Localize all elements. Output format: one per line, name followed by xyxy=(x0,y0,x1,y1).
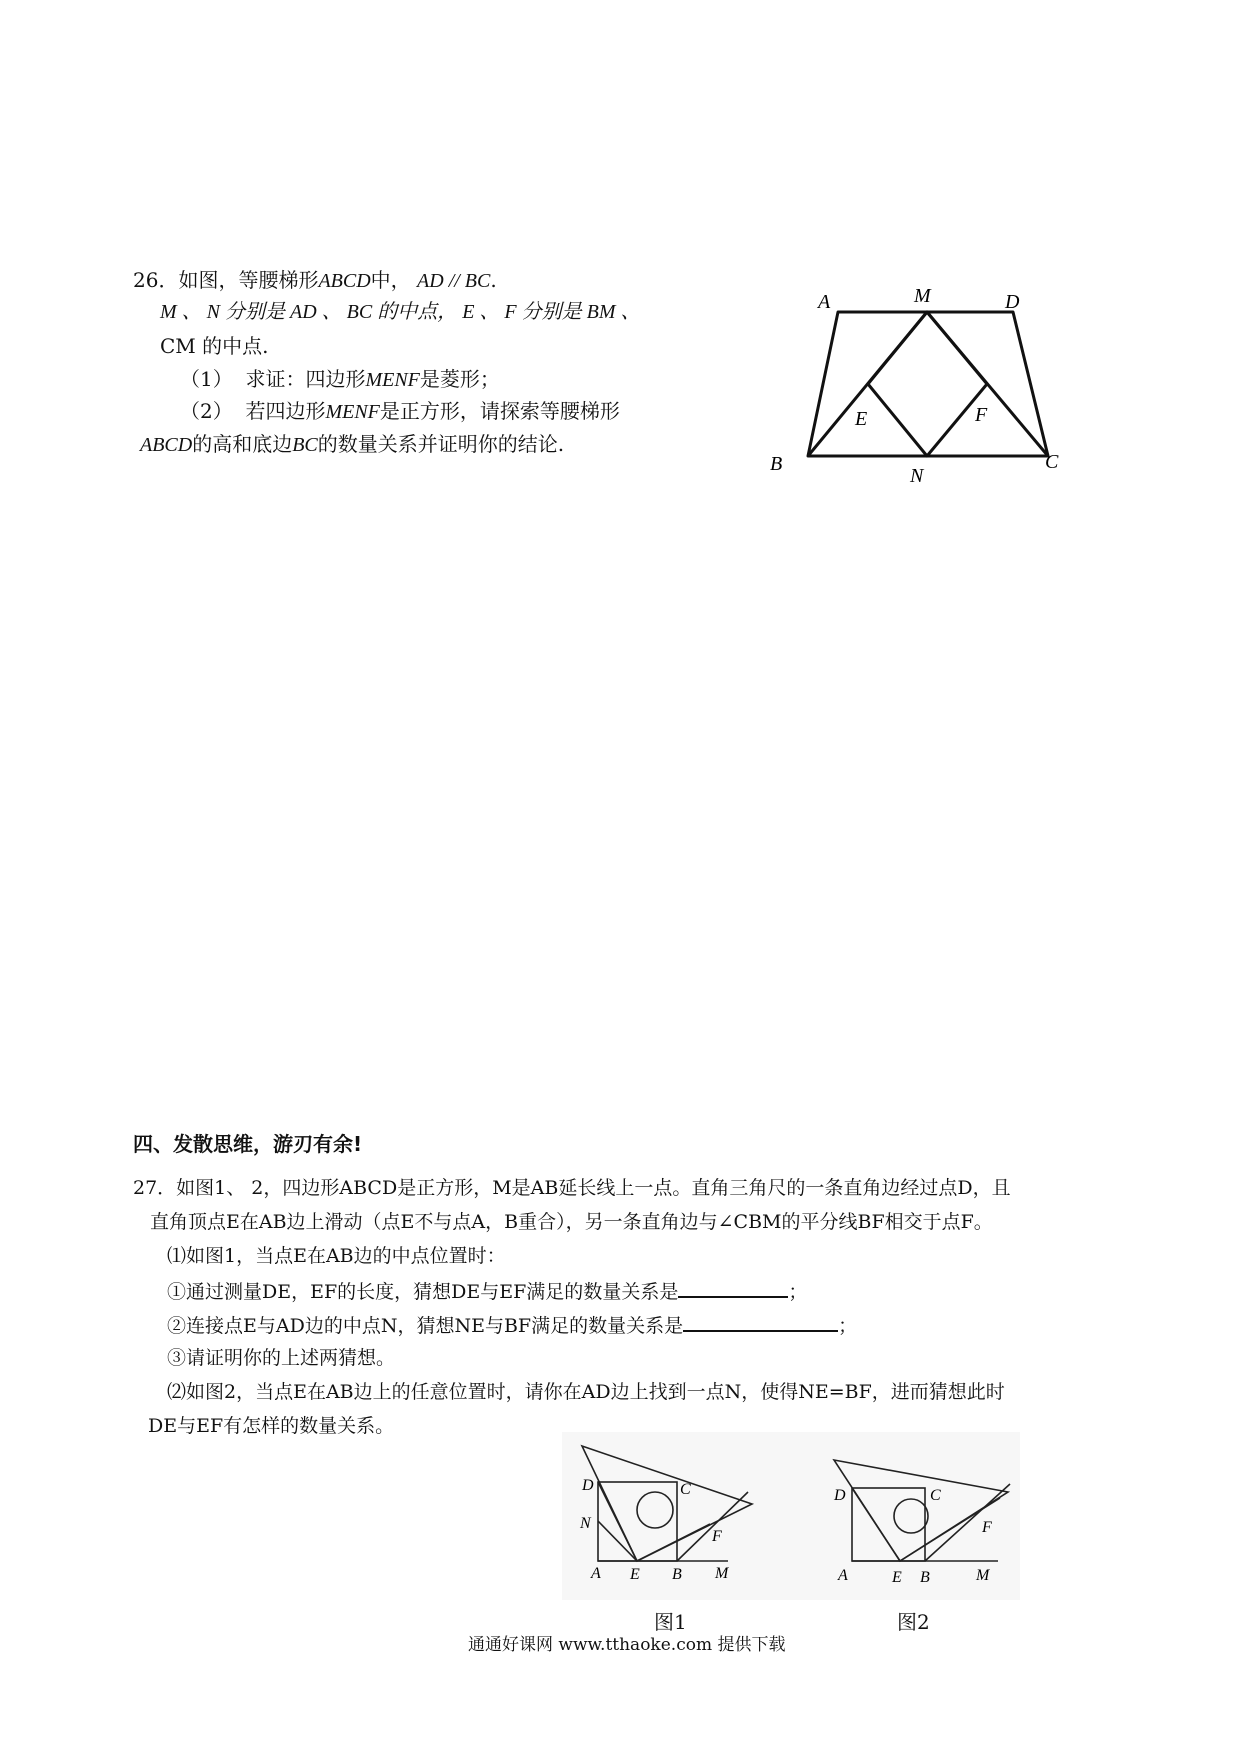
fig1-label-e: E xyxy=(630,1566,640,1583)
label-m: M xyxy=(914,285,931,307)
section-heading: 四、发散思维，游刃有余! xyxy=(133,1132,363,1156)
fig2-label-f: F xyxy=(982,1519,992,1536)
fig2-label-d: D xyxy=(834,1487,846,1504)
fig1-caption: 图1 xyxy=(654,1610,687,1634)
trapezoid-abcd xyxy=(808,312,1048,456)
fig2-caption: 图2 xyxy=(897,1610,930,1634)
fig1-label-d: D xyxy=(582,1477,594,1494)
fig2-label-m: M xyxy=(976,1567,990,1584)
q27-part2: ⑵如图2，当点E在AB边上的任意位置时，请你在AD边上找到一点N，使得NE=BF，进而猜想此时 xyxy=(167,1381,1005,1403)
q27-sub3: ③请证明你的上述两猜想。 xyxy=(167,1347,396,1369)
label-e: E xyxy=(855,408,868,430)
fig1-label-a: A xyxy=(591,1565,601,1582)
answer-blank-1[interactable] xyxy=(678,1274,788,1298)
fig1-label-c: C xyxy=(680,1481,691,1498)
q27-line2: 直角顶点E在AB边上滑动（点E不与点A，B重合），另一条直角边与∠CBM的平分线BF相交于点F。 xyxy=(150,1211,993,1233)
fig1-label-f: F xyxy=(712,1528,722,1545)
lines-bm-cm xyxy=(808,312,1048,456)
q26-line6: ABCD的高和底边BC的数量关系并证明你的结论. xyxy=(140,432,565,456)
q27-sub1: ①通过测量DE，EF的长度，猜想DE与EF满足的数量关系是 ； xyxy=(167,1274,807,1308)
rhombus-menf xyxy=(868,312,987,456)
footer-text: 通通好课网 www.tthaoke.com 提供下载 xyxy=(468,1635,786,1655)
fig1-label-n: N xyxy=(580,1515,591,1532)
label-f: F xyxy=(975,404,988,426)
q27-sub2: ②连接点E与AD边的中点N，猜想NE与BF满足的数量关系是 ； xyxy=(167,1308,857,1342)
q26-line1: 26．如图，等腰梯形ABCD中， AD // BC. xyxy=(133,268,497,292)
label-d: D xyxy=(1005,291,1020,313)
label-a: A xyxy=(818,291,831,313)
label-b: B xyxy=(770,453,783,475)
q26-line2: M 、 N 分别是 AD 、 BC 的中点， E 、 F 分别是 BM 、 xyxy=(160,301,641,323)
label-c: C xyxy=(1045,451,1059,473)
q26-part2: （2） 若四边形MENF是正方形，请探索等腰梯形 xyxy=(180,399,620,423)
trapezoid-figure xyxy=(760,275,1080,490)
q26-part1: （1） 求证：四边形MENF是菱形； xyxy=(180,367,500,391)
fig2-label-b: B xyxy=(920,1569,930,1586)
fig2-label-a: A xyxy=(838,1567,848,1584)
answer-blank-2[interactable] xyxy=(683,1308,838,1332)
label-n: N xyxy=(910,465,924,487)
q27-part2b: DE与EF有怎样的数量关系。 xyxy=(148,1415,395,1437)
fig1-label-m: M xyxy=(715,1565,729,1582)
fig2-label-c: C xyxy=(930,1487,941,1504)
square-figures xyxy=(560,1430,1022,1606)
fig2-label-e: E xyxy=(892,1569,902,1586)
q26-line3: CM 的中点. xyxy=(160,334,269,358)
q27-part1: ⑴如图1，当点E在AB边的中点位置时： xyxy=(167,1245,506,1267)
fig1-label-b: B xyxy=(672,1566,682,1583)
q27-line1: 27．如图1、 2，四边形ABCD是正方形，M是AB延长线上一点。直角三角尺的一条直角边经过点D，且 xyxy=(133,1177,1011,1199)
